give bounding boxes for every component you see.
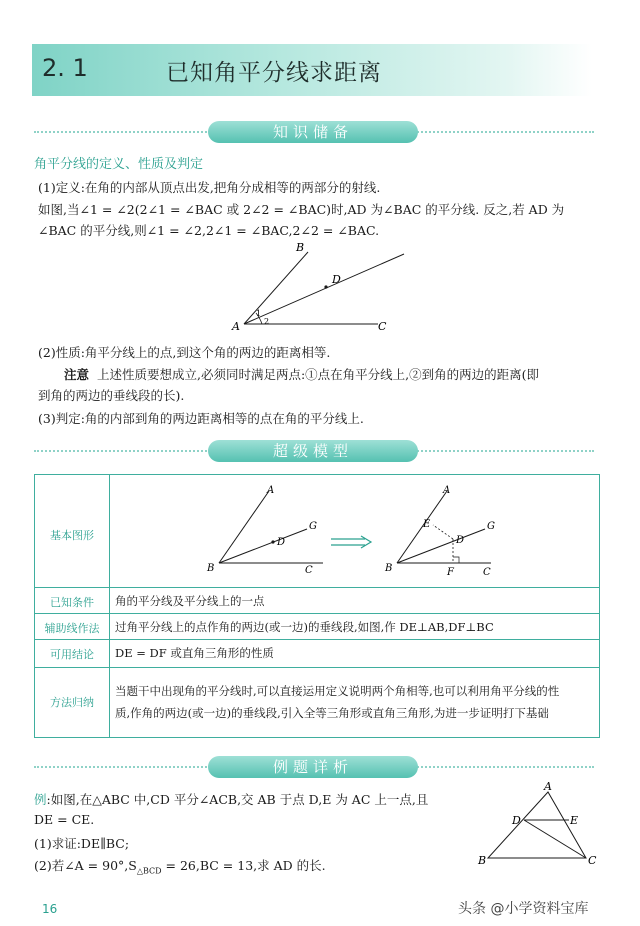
example-line-4b: = 26,BC = 13,求 AD 的长.: [161, 858, 326, 873]
tri-label-B: B: [478, 854, 487, 867]
label-conclusion: 可用结论: [35, 646, 109, 662]
judge-text: (3)判定:角的内部到角的两边距离相等的点在角的平分线上.: [38, 411, 364, 426]
label-angle-2: 2: [264, 317, 270, 326]
tri-label-D: D: [512, 814, 521, 827]
section-bar-examples: [34, 756, 594, 776]
example-line-4a: (2)若∠A = 90°,S: [34, 858, 137, 873]
section-number: 2. 1: [42, 54, 88, 82]
property-text: (2)性质:角平分线上的点,到这个角的两边的距离相等.: [38, 345, 331, 360]
example-line-1: :如图,在△ABC 中,CD 平分∠ACB,交 AB 于点 D,E 为 AC 上一点,且: [46, 792, 429, 807]
section-bar-knowledge: [34, 121, 594, 141]
example-problem-line-1: [34, 790, 428, 808]
fig-left-B: B: [207, 563, 215, 574]
known-text: 角的平分线及平分线上的一点: [115, 594, 265, 608]
example-label: 例: [34, 792, 47, 807]
note-text-1: [64, 365, 539, 383]
aux-text: 过角平分线上的点作角的两边(或一边)的垂线段,如图,作 DE⊥AB,DF⊥BC: [115, 620, 494, 634]
fig-right-G: G: [487, 521, 495, 532]
table-row-known: [35, 587, 599, 609]
definition-text: (1)定义:在角的内部从顶点出发,把角分成相等的两部分的射线.: [38, 180, 381, 195]
conclusion-text: DE = DF 或直角三角形的性质: [115, 646, 274, 660]
method-text-1: 当题干中出现角的平分线时,可以直接运用定义说明两个角相等,也可以利用角平分线的性: [115, 684, 560, 698]
fig-left-A: A: [267, 485, 275, 496]
table-row-conclusion: [35, 639, 599, 661]
tri-label-A: A: [544, 780, 552, 793]
example-line-4-sub: △BCD: [136, 866, 162, 876]
note-label: 注意: [64, 367, 90, 382]
fig-right-B: B: [385, 563, 393, 574]
label-B: B: [296, 241, 305, 254]
example-line-4: [34, 856, 326, 876]
fig-left-G: G: [309, 521, 317, 532]
transform-arrow-icon: [331, 535, 375, 549]
label-method: 方法归纳: [35, 694, 109, 710]
label-A: A: [232, 320, 240, 333]
section-title-examples: 例题详析: [208, 756, 418, 778]
section-header: [32, 44, 592, 96]
knowledge-subtitle: 角平分线的定义、性质及判定: [34, 157, 204, 172]
basic-figure-right: [383, 481, 503, 581]
example-text-2: ∠BAC 的平分线,则∠1 = ∠2,2∠1 = ∠BAC,2∠2 = ∠BAC.: [38, 223, 380, 238]
triangle-figure: [474, 780, 604, 870]
tri-label-C: C: [588, 854, 597, 867]
section-bar-model: [34, 440, 594, 460]
section-title-knowledge: 知识储备: [208, 121, 418, 143]
model-table: [34, 474, 600, 738]
page-title: 已知角平分线求距离: [166, 60, 382, 86]
label-known: 已知条件: [35, 594, 109, 610]
fig-left-C: C: [305, 565, 313, 576]
table-row-method: [35, 667, 599, 720]
example-line-2: DE = CE.: [34, 812, 95, 827]
method-text-2: 质,作角的两边(或一边)的垂线段,引入全等三角形或直角三角形,为进一步证明打下基础: [115, 706, 549, 720]
fig-right-D: D: [456, 535, 465, 546]
table-divider: [109, 475, 110, 737]
label-aux: 辅助线作法: [35, 620, 109, 636]
label-basic-figure: 基本图形: [35, 527, 109, 543]
example-line-3: (1)求证:DE∥BC;: [34, 836, 130, 851]
table-row-aux: [35, 613, 599, 635]
basic-figure-left: [205, 481, 345, 581]
fig-right-F: F: [447, 567, 454, 578]
page-number: 16: [42, 902, 58, 916]
note-text-2: 到角的两边的垂线段的长).: [38, 388, 185, 403]
label-D: D: [332, 273, 341, 286]
note-line-1: 上述性质要想成立,必须同时满足两点:①点在角平分线上,②到角的两边的距离(即: [96, 367, 540, 382]
fig-right-E: E: [423, 519, 431, 530]
fig-right-C: C: [483, 567, 491, 578]
angle-bisector-figure: [228, 238, 418, 338]
label-C: C: [378, 320, 387, 333]
watermark: 头条 @小学资料宝库: [458, 901, 589, 917]
fig-right-A: A: [443, 485, 451, 496]
section-title-model: 超级模型: [208, 440, 418, 462]
label-angle-1: 1: [256, 309, 262, 318]
example-text-1: 如图,当∠1 = ∠2(2∠1 = ∠BAC 或 2∠2 = ∠BAC)时,AD 为∠BAC 的平分线. 反之,若 AD 为: [38, 202, 565, 217]
tri-label-E: E: [570, 814, 579, 827]
fig-left-D: D: [277, 537, 286, 548]
